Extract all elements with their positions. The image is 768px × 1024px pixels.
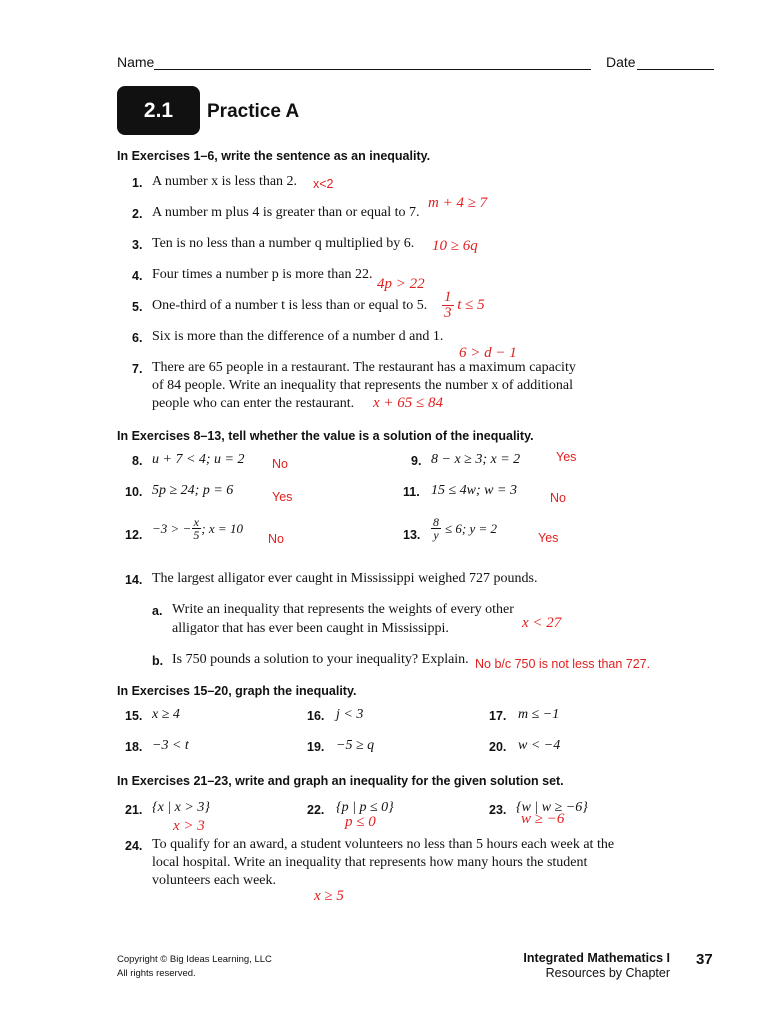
footer-resources: Resources by Chapter (545, 966, 670, 980)
q23-set: {w | w ≥ −6} (516, 800, 588, 815)
page-number: 37 (696, 951, 713, 968)
q8-expr: u + 7 < 4; u = 2 (152, 452, 245, 467)
q4-answer: 4p > 22 (377, 276, 425, 292)
q22-number: 22. (307, 803, 325, 817)
q21-number: 21. (125, 803, 143, 817)
q3-answer: 10 ≥ 6q (432, 238, 478, 254)
q11-expr: 15 ≤ 4w; w = 3 (431, 483, 517, 498)
q14a-answer: x < 27 (522, 615, 562, 631)
section2-instruction: In Exercises 8–13, tell whether the value is a solution of the inequality. (117, 429, 534, 443)
q6-number: 6. (132, 331, 143, 345)
q15-expr: x ≥ 4 (152, 707, 180, 722)
q15-number: 15. (125, 709, 143, 723)
q22-set: {p | p ≤ 0} (336, 800, 394, 815)
q5-answer: $\frac{1}{3}$ t ≤ 5 (444, 289, 485, 321)
q12-expr: −3 > − $\frac{x}{5}$ ; x = 10 (152, 515, 243, 542)
q3-text: Ten is no less than a number q multiplied by 6. (152, 236, 415, 251)
q14-number: 14. (125, 573, 143, 587)
q17-number: 17. (489, 709, 507, 723)
date-label: Date (606, 54, 636, 70)
footer-book-title: Integrated Mathematics I (523, 951, 670, 965)
q21-set: {x | x > 3} (152, 800, 210, 815)
q6-text: Six is more than the difference of a number d and 1. (152, 329, 444, 344)
q23-number: 23. (489, 803, 507, 817)
q13-answer: Yes (538, 531, 559, 545)
q4-text: Four times a number p is more than 22. (152, 267, 373, 282)
q5-text: One-third of a number t is less than or equal to 5. (152, 298, 428, 313)
q17-expr: m ≤ −1 (518, 707, 560, 722)
q5-number: 5. (132, 300, 143, 314)
q13-number: 13. (403, 528, 421, 542)
footer-copyright: Copyright © Big Ideas Learning, LLC (117, 954, 272, 965)
q18-expr: −3 < t (152, 738, 189, 753)
q1-answer: x<2 (313, 177, 334, 191)
q24-answer: x ≥ 5 (314, 888, 344, 904)
q11-number: 11. (403, 485, 420, 499)
q12-answer: No (268, 532, 284, 546)
section-number: 2.1 (143, 99, 174, 122)
q7-number: 7. (132, 362, 143, 376)
q10-number: 10. (125, 485, 143, 499)
q14b-label: b. (152, 654, 164, 668)
q24-line-3: volunteers each week. (152, 873, 276, 888)
q7-line-2: of 84 people. Write an inequality that represents the number x of additional (152, 378, 573, 393)
q1-number: 1. (132, 176, 143, 190)
q4-number: 4. (132, 269, 143, 283)
section3-instruction: In Exercises 15–20, graph the inequality. (117, 684, 357, 698)
q9-answer: Yes (556, 450, 577, 464)
q16-expr: j < 3 (336, 707, 364, 722)
q22-answer: p ≤ 0 (345, 814, 376, 830)
q14-text: The largest alligator ever caught in Mississippi weighed 727 pounds. (152, 571, 538, 586)
q12-fraction: $\frac{x}{5}$ (193, 515, 200, 542)
q9-expr: 8 − x ≥ 3; x = 2 (431, 452, 521, 467)
q7-line-1: There are 65 people in a restaurant. The restaurant has a maximum capacity (152, 360, 576, 375)
q10-answer: Yes (272, 490, 293, 504)
footer-rights: All rights reserved. (117, 968, 196, 979)
q24-line-2: local hospital. Write an inequality that represents how many hours the student (152, 855, 588, 870)
q13-fraction: $\frac{8}{y}$ (433, 515, 439, 542)
q13-expr: $\frac{8}{y}$ ≤ 6; y = 2 (433, 515, 498, 542)
q8-answer: No (272, 457, 288, 471)
q6-answer: 6 > d − 1 (459, 345, 517, 361)
q14b-text: Is 750 pounds a solution to your inequality? Explain. (172, 652, 469, 667)
date-line (637, 69, 714, 70)
q20-number: 20. (489, 740, 507, 754)
section4-instruction: In Exercises 21–23, write and graph an inequality for the given solution set. (117, 774, 564, 788)
q14b-answer: No b/c 750 is not less than 727. (475, 657, 651, 671)
q19-number: 19. (307, 740, 325, 754)
q1-text: A number x is less than 2. (152, 174, 298, 189)
section1-instruction: In Exercises 1–6, write the sentence as an inequality. (117, 149, 431, 163)
q7-answer: x + 65 ≤ 84 (373, 395, 444, 411)
section-badge (117, 86, 200, 135)
q3-number: 3. (132, 238, 143, 252)
q23-answer: w ≥ −6 (521, 811, 565, 827)
q2-number: 2. (132, 207, 143, 221)
q14a-line-1: Write an inequality that represents the weights of every other (172, 602, 514, 617)
q14a-label: a. (152, 604, 163, 618)
q5-answer-fraction: $\frac{1}{3}$ (444, 289, 452, 321)
name-line (154, 69, 591, 70)
q24-number: 24. (125, 839, 143, 853)
q20-expr: w < −4 (518, 738, 561, 753)
page-title: Practice A (207, 101, 300, 122)
q2-text: A number m plus 4 is greater than or equal to 7. (152, 205, 420, 220)
q14a-line-2: alligator that has ever been caught in Mississippi. (172, 621, 449, 636)
q9-number: 9. (411, 454, 422, 468)
q21-answer: x > 3 (173, 818, 205, 834)
q19-expr: −5 ≥ q (336, 738, 375, 753)
q24-line-1: To qualify for an award, a student volunteers no less than 5 hours each week at the (152, 837, 615, 852)
q11-answer: No (550, 491, 566, 505)
q10-expr: 5p ≥ 24; p = 6 (152, 483, 234, 498)
q16-number: 16. (307, 709, 325, 723)
q18-number: 18. (125, 740, 143, 754)
name-label: Name (117, 54, 155, 70)
q2-answer: m + 4 ≥ 7 (428, 195, 488, 211)
q8-number: 8. (132, 454, 143, 468)
q12-number: 12. (125, 528, 143, 542)
q7-line-3: people who can enter the restaurant. (152, 396, 355, 411)
